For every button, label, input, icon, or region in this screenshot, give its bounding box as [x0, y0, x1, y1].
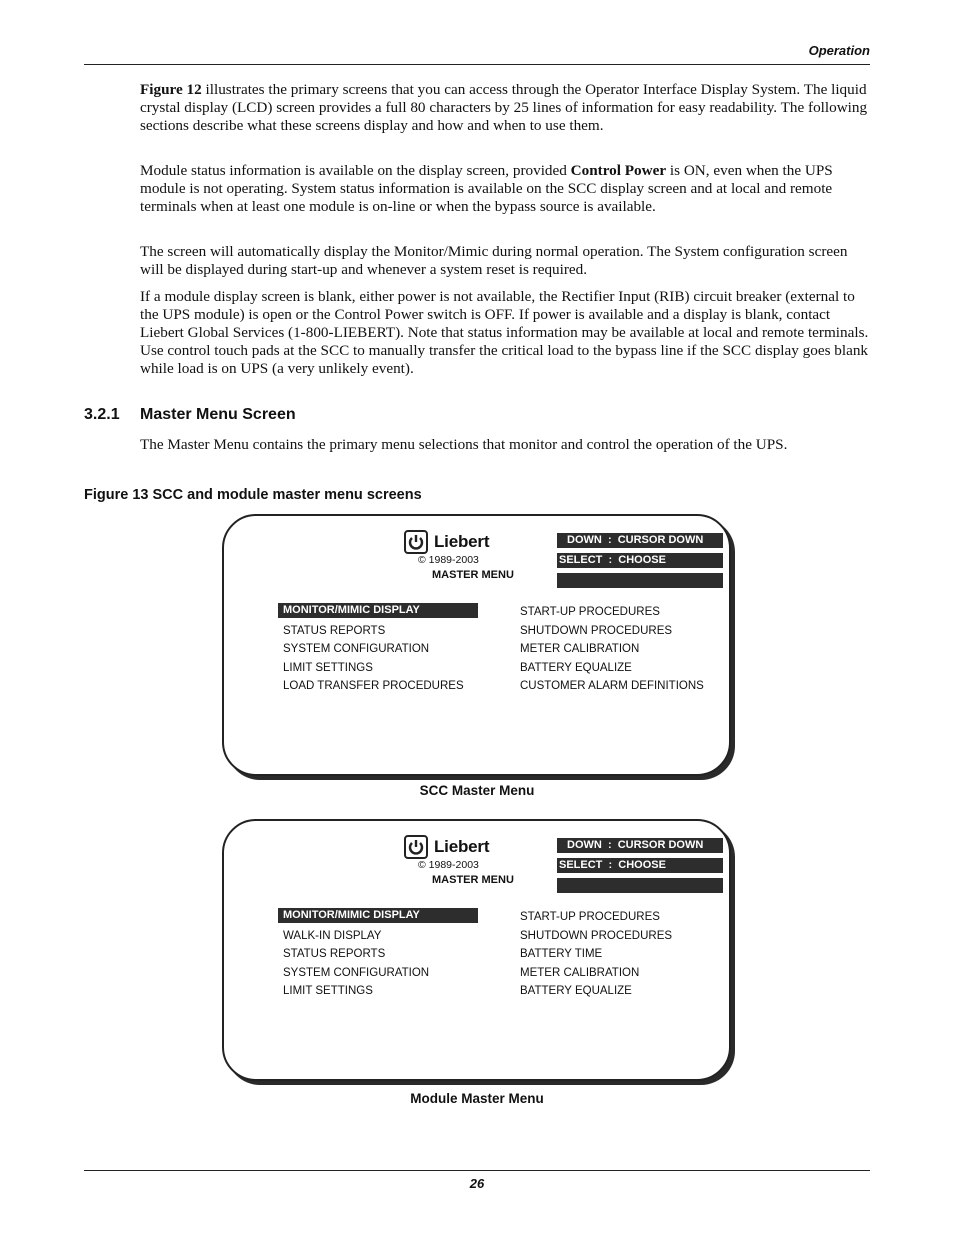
scc-master-menu-screen — [222, 514, 731, 776]
liebert-logo — [404, 835, 489, 859]
section-number: 3.2.1 — [84, 406, 120, 423]
menu-item-shutdown[interactable]: SHUTDOWN PROCEDURES — [520, 929, 673, 942]
menu-title: MASTER MENU — [432, 874, 514, 886]
cursor-down-hint: DOWN : CURSOR DOWN — [557, 533, 723, 548]
menu-item-battery-time[interactable]: BATTERY TIME — [520, 948, 603, 961]
liebert-logo-icon — [404, 530, 428, 554]
page-number: 26 — [469, 1176, 485, 1191]
menu-item-system-configuration[interactable]: SYSTEM CONFIGURATION — [283, 966, 430, 979]
figure-reference: Figure 12 — [140, 81, 202, 98]
menu-item-battery-equalize[interactable]: BATTERY EQUALIZE — [520, 661, 632, 674]
select-choose-hint: SELECT : CHOOSE — [557, 553, 723, 568]
menu-item-meter-calibration[interactable]: METER CALIBRATION — [520, 966, 640, 979]
paragraph-blank-screen: If a module display screen is blank, either power is not available, the Rectifier Input (RIB) circuit breaker (external to the UPS module) is open or the Control Power switch is OFF. If power is available and a display is blank, contact Liebert Global Services (1-800-LIEBERT). Note that status information may be available at local and remote terminals. Use control touch pads at the SCC to manually transfer the critical load to the bypass line if the SCC display goes blank while load is on UPS (a very unlikely event). — [140, 288, 869, 378]
brand-name: Liebert — [434, 837, 490, 856]
paragraph-module-status — [140, 162, 870, 216]
figure-caption: Figure 13 SCC and module master menu screens — [84, 487, 422, 503]
section-heading — [84, 406, 296, 424]
header-rule — [84, 64, 870, 65]
menu-item-monitor-mimic[interactable]: MONITOR/MIMIC DISPLAY — [278, 908, 478, 923]
menu-item-customer-alarms[interactable]: CUSTOMER ALARM DEFINITIONS — [520, 680, 704, 693]
section-header-label: Operation — [808, 43, 870, 58]
menu-item-battery-equalize[interactable]: BATTERY EQUALIZE — [520, 985, 632, 998]
copyright-text: © 1989-2003 — [418, 859, 479, 871]
paragraph-module-status-end: is ON, even when the UPS module is not operating. System status information is available on the SCC display screen and at local and remote terminals when at least one module is on-line or when the bypass source is available. — [140, 162, 833, 216]
menu-right-column — [520, 908, 720, 1001]
section-body: The Master Menu contains the primary menu selections that monitor and control the operation of the UPS. — [140, 436, 788, 453]
module-master-menu-screen — [222, 819, 731, 1081]
brand-name: Liebert — [434, 532, 490, 551]
menu-item-startup[interactable]: START-UP PROCEDURES — [520, 606, 660, 618]
liebert-logo-icon — [404, 835, 428, 859]
menu-left-column — [278, 908, 478, 1001]
paragraph-intro — [140, 81, 870, 135]
cursor-down-hint: DOWN : CURSOR DOWN — [557, 838, 723, 853]
menu-item-status-reports[interactable]: STATUS REPORTS — [283, 948, 386, 961]
menu-item-startup[interactable]: START-UP PROCEDURES — [520, 911, 660, 923]
paragraph-intro-text: illustrates the primary screens that you can access through the Operator Interface Display System. The liquid crystal display (LCD) screen provides a full 80 characters by 25 lines of information for easy readability. The following sections describe what these screens display and how and when to use them. — [140, 81, 868, 135]
paragraph-module-status-start: Module status information is available on the display screen, provided — [140, 162, 571, 179]
menu-item-limit-settings[interactable]: LIMIT SETTINGS — [283, 661, 373, 674]
menu-item-load-transfer[interactable]: LOAD TRANSFER PROCEDURES — [283, 680, 464, 693]
menu-title: MASTER MENU — [432, 569, 514, 581]
menu-item-walk-in-display[interactable]: WALK-IN DISPLAY — [283, 929, 382, 942]
select-choose-hint: SELECT : CHOOSE — [557, 858, 723, 873]
menu-item-shutdown[interactable]: SHUTDOWN PROCEDURES — [520, 624, 673, 637]
menu-left-column — [278, 603, 478, 696]
paragraph-auto-display: The screen will automatically display the Monitor/Mimic during normal operation. The System configuration screen will be displayed during start-up and whenever a system reset is required. — [140, 243, 848, 279]
menu-right-column — [520, 603, 720, 696]
scc-screen-caption: SCC Master Menu — [419, 783, 535, 798]
footer-rule — [84, 1170, 870, 1171]
menu-item-meter-calibration[interactable]: METER CALIBRATION — [520, 643, 640, 656]
section-title: Master Menu Screen — [140, 406, 296, 423]
input-bar — [557, 573, 723, 588]
module-screen-caption: Module Master Menu — [410, 1091, 544, 1106]
control-power-term: Control Power — [570, 162, 667, 179]
copyright-text: © 1989-2003 — [418, 554, 479, 566]
menu-item-system-configuration[interactable]: SYSTEM CONFIGURATION — [283, 643, 430, 656]
liebert-logo — [404, 530, 489, 554]
menu-item-limit-settings[interactable]: LIMIT SETTINGS — [283, 985, 373, 998]
input-bar — [557, 878, 723, 893]
menu-item-status-reports[interactable]: STATUS REPORTS — [283, 624, 386, 637]
menu-item-monitor-mimic[interactable]: MONITOR/MIMIC DISPLAY — [278, 603, 478, 618]
